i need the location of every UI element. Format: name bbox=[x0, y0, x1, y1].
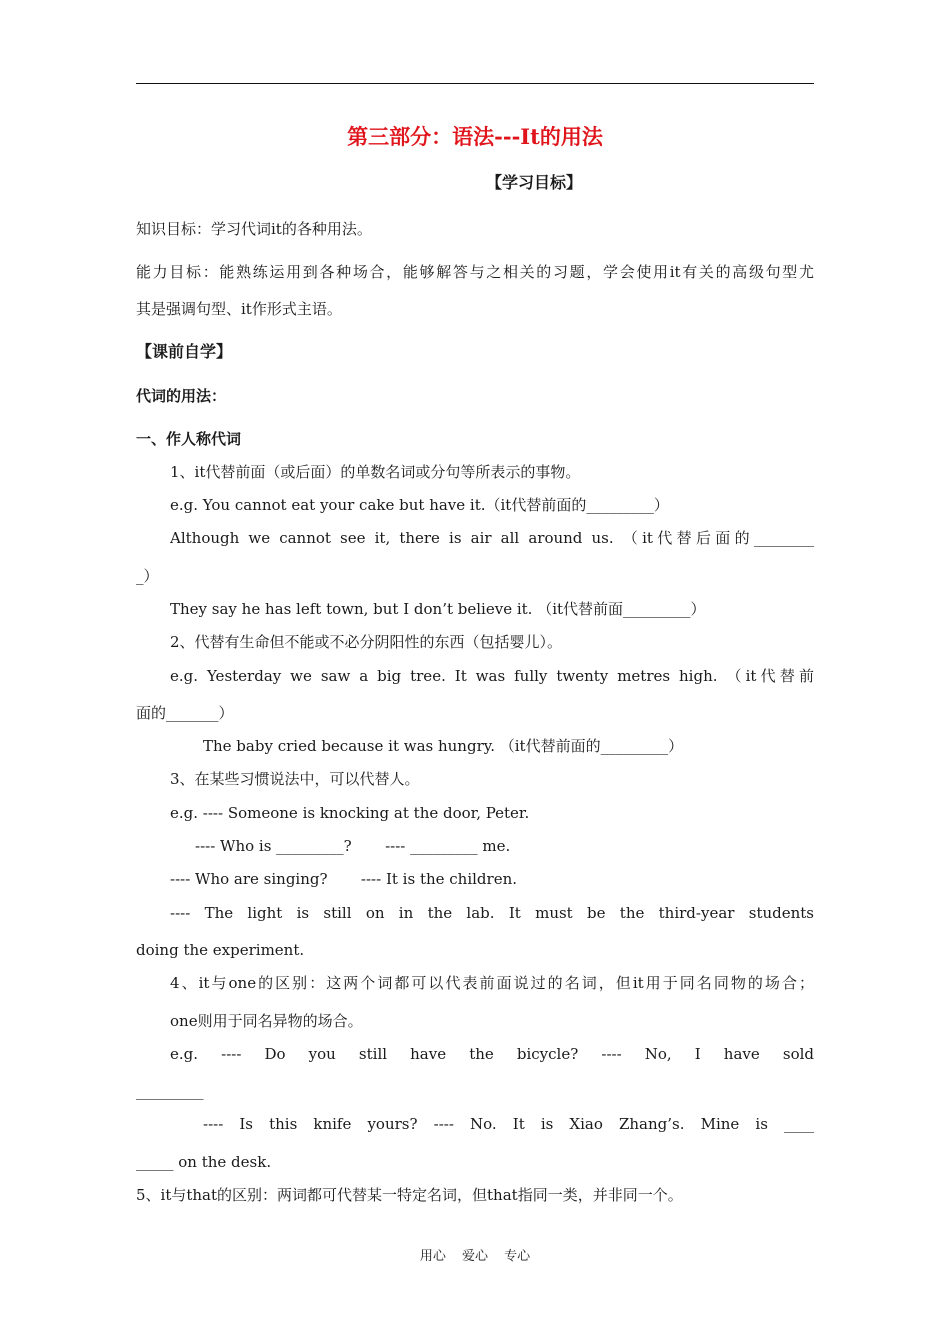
footer-text: 用心 bbox=[419, 1249, 446, 1264]
point-4-line2: one则用于同名异物的场合。 bbox=[170, 1012, 363, 1030]
heading-personal-pronoun: 一、作人称代词 bbox=[136, 430, 242, 448]
header-rule bbox=[136, 83, 814, 84]
goal-knowledge: 知识目标：学习代词it的各种用法。 bbox=[136, 220, 372, 238]
point-1-example-2-line2: _） bbox=[136, 567, 159, 585]
point-2-example-1-line1: e.g. Yesterday we saw a big tree. It was fully twenty metres high. （it代替前 bbox=[170, 667, 814, 685]
point-4-example-1-line2: _________ bbox=[136, 1082, 204, 1100]
point-1-example-2-line1: Although we cannot see it, there is air all around us. （it代替后面的________ bbox=[170, 529, 814, 547]
point-4-example-1-line1: e.g. ---- Do you still have the bicycle? ---- No, I have sold bbox=[170, 1045, 814, 1063]
footer-text: 专心 bbox=[504, 1249, 531, 1264]
point-3: 3、在某些习惯说法中，可以代替人。 bbox=[170, 770, 420, 788]
goal-ability-line1: 能力目标：能熟练运用到各种场合，能够解答与之相关的习题，学会使用it有关的高级句型尤 bbox=[136, 263, 814, 281]
point-4-example-2-line1: ---- Is this knife yours? ---- No. It is Xiao Zhang’s. Mine is ____ bbox=[203, 1115, 814, 1133]
point-4-line1: 4、it与one的区别：这两个词都可以代表前面说过的名词，但it用于同名同物的场合； bbox=[170, 974, 814, 992]
point-1: 1、it代替前面（或后面）的单数名词或分句等所表示的事物。 bbox=[170, 463, 581, 481]
point-3-example-3: ---- Who are singing? ---- It is the children. bbox=[170, 870, 518, 888]
point-2-example-1-line2: 面的_______） bbox=[136, 704, 234, 722]
point-1-example-1: e.g. You cannot eat your cake but have it.（it代替前面的_________） bbox=[170, 496, 669, 514]
point-2: 2、代替有生命但不能或不必分阴阳性的东西（包括婴儿）。 bbox=[170, 633, 563, 651]
goal-ability-line2: 其是强调句型、it作形式主语。 bbox=[136, 300, 342, 318]
pronoun-usage-label: 代词的用法： bbox=[136, 387, 227, 405]
page-footer bbox=[0, 1248, 950, 1266]
page-title: 第三部分：语法---It的用法 bbox=[347, 124, 603, 149]
point-3-example-2: ---- Who is _________? ---- _________ me. bbox=[195, 837, 511, 855]
point-1-example-3: They say he has left town, but I don’t believe it. （it代替前面_________） bbox=[170, 600, 706, 618]
point-2-example-2: The baby cried because it was hungry. （it代替前面的_________） bbox=[203, 737, 684, 755]
point-3-example-4-line1: ---- The light is still on in the lab. It must be the third-year students bbox=[170, 904, 814, 922]
point-3-example-4-line2: doing the experiment. bbox=[136, 941, 305, 959]
footer-text: 爱心 bbox=[461, 1249, 488, 1264]
section-heading-goals: 【学习目标】 bbox=[486, 173, 583, 192]
point-3-example-1: e.g. ---- Someone is knocking at the door, Peter. bbox=[170, 804, 530, 822]
point-4-example-2-line2: _____ on the desk. bbox=[136, 1153, 272, 1171]
section-heading-preview: 【课前自学】 bbox=[136, 342, 233, 361]
point-5: 5、it与that的区别：两词都可代替某一特定名词，但that指同一类，并非同一个。 bbox=[136, 1186, 683, 1204]
